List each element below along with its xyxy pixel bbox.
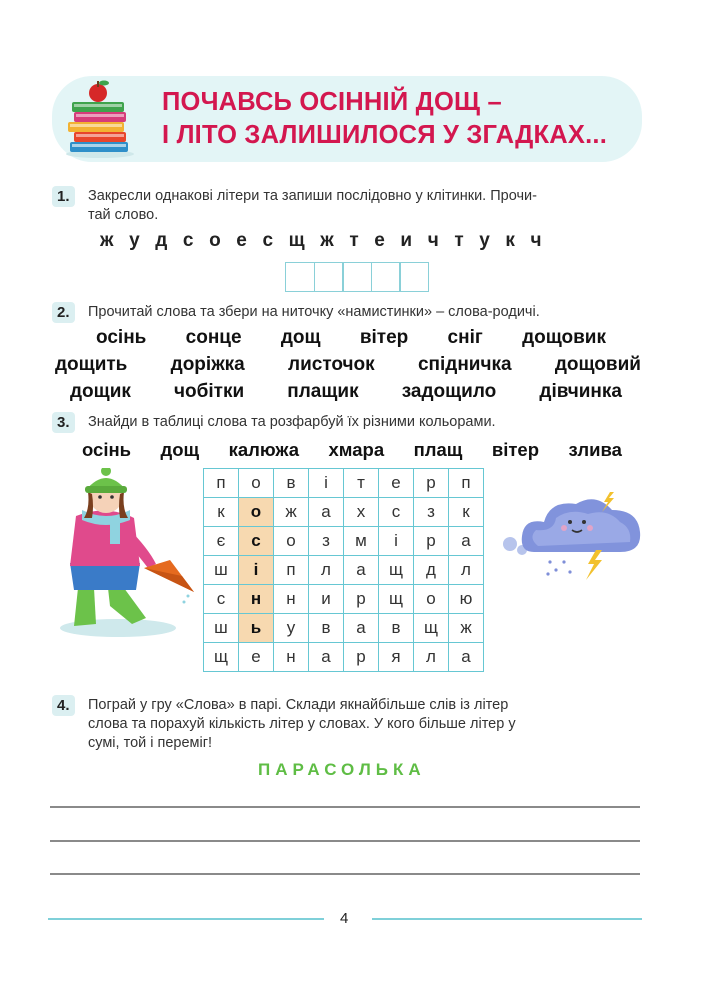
letter: е [236,230,248,251]
word: осінь [82,439,132,460]
task-2-instruction: Прочитай слова та збери на ниточку «намистинки» – слова-родичі. [88,304,540,320]
grid-cell[interactable]: е [379,469,414,498]
letter: т [454,230,465,251]
grid-cell[interactable]: щ [379,585,414,614]
word: дощ [280,327,321,348]
grid-cell[interactable]: п [274,556,309,585]
grid-cell[interactable]: х [344,498,379,527]
task-1-instruction: Закресли однакові літери та запиши послідовно у клітинки. Прочи- тай слово. [88,188,537,223]
grid-row [204,585,484,614]
grid-cell[interactable]: ж [449,614,484,643]
answer-cell[interactable] [371,262,401,292]
grid-cell[interactable]: ь [239,614,274,643]
task-4-instruction: Пограй у гру «Слова» в парі. Склади якнайбільше слів із літер слова та порахуй кількість літер у словах. У кого більше літер у сумі, той і переміг! [88,697,516,751]
word: хмара [328,439,385,460]
word: дівчинка [539,381,622,402]
word: дощ [160,439,200,460]
grid-cell[interactable]: ж [274,498,309,527]
grid-cell[interactable]: о [414,585,449,614]
grid-cell[interactable]: л [309,556,344,585]
grid-cell[interactable]: к [449,498,484,527]
letter: т [349,230,360,251]
answer-cell[interactable] [285,262,315,292]
grid-cell[interactable]: а [449,643,484,672]
word: злива [568,439,622,460]
grid-cell[interactable]: а [344,556,379,585]
letter: щ [288,230,306,251]
grid-cell[interactable]: п [449,469,484,498]
grid-cell[interactable]: щ [204,643,239,672]
grid-row [204,469,484,498]
grid-row [204,614,484,643]
grid-cell[interactable]: в [309,614,344,643]
letter: с [262,230,275,251]
word: дощить [55,354,128,375]
footer-line-left [48,918,324,920]
grid-row [204,556,484,585]
grid-cell[interactable]: а [449,527,484,556]
word: плащ [413,439,463,460]
grid-cell[interactable]: щ [379,556,414,585]
task-4-number: 4. [52,697,75,715]
word: вітер [359,327,409,348]
answer-line[interactable] [50,873,640,875]
word: калюжа [228,439,300,460]
grid-cell[interactable]: р [414,527,449,556]
word: вітер [491,439,539,460]
word: дощик [70,381,131,402]
word: дощовик [522,327,606,348]
grid-cell[interactable]: р [344,643,379,672]
game-word: ПАРАСОЛЬКА [258,760,426,779]
letter: ч [530,230,543,251]
grid-cell[interactable]: е [239,643,274,672]
answer-line[interactable] [50,840,640,842]
answer-cells [285,262,428,292]
letter-sequence [100,230,600,252]
grid-cell[interactable]: р [414,469,449,498]
grid-cell[interactable]: а [309,643,344,672]
rain-cloud-icon [498,488,648,588]
word: дощовий [554,354,641,375]
answer-line[interactable] [50,806,640,808]
answer-cell[interactable] [399,262,429,292]
footer-line-right [372,918,642,920]
grid-cell[interactable]: з [414,498,449,527]
answer-cell[interactable] [342,262,372,292]
grid-cell[interactable]: в [274,469,309,498]
grid-cell[interactable]: л [414,643,449,672]
grid-cell[interactable]: к [204,498,239,527]
task-2-number: 2. [52,304,75,322]
task-3-instruction: Знайди в таблиці слова та розфарбуй їх різними кольорами. [88,414,496,430]
letter: и [400,230,414,251]
answer-cell[interactable] [314,262,344,292]
grid-cell[interactable]: і [239,556,274,585]
task-3-number: 3. [52,414,75,432]
grid-cell[interactable]: в [379,614,414,643]
letter: у [129,230,141,251]
letter: ж [100,230,115,251]
letter: е [374,230,386,251]
word: задощило [401,381,497,402]
grid-cell[interactable]: с [239,527,274,556]
grid-cell[interactable]: о [274,527,309,556]
grid-cell[interactable]: с [204,585,239,614]
grid-cell[interactable]: у [274,614,309,643]
word-row [70,381,622,403]
grid-cell[interactable]: а [344,614,379,643]
grid-cell[interactable]: ш [204,614,239,643]
girl-with-umbrella-icon [48,468,198,640]
letter: к [505,230,516,251]
grid-cell[interactable]: л [449,556,484,585]
search-words [82,439,622,461]
page-number: 4 [340,910,349,927]
grid-row [204,643,484,672]
grid-cell[interactable]: ш [204,556,239,585]
grid-row [204,498,484,527]
task-1-number: 1. [52,188,75,206]
grid-cell[interactable]: н [239,585,274,614]
grid-cell[interactable]: р [344,585,379,614]
grid-cell[interactable]: с [379,498,414,527]
grid-cell[interactable]: з [309,527,344,556]
letter: ч [427,230,440,251]
letter: с [182,230,195,251]
word-row [55,354,641,376]
grid-cell[interactable]: п [204,469,239,498]
grid-cell[interactable]: я [379,643,414,672]
grid-cell[interactable]: о [239,469,274,498]
word: сонце [185,327,242,348]
grid-row [204,527,484,556]
books-with-apple-icon [60,78,140,160]
grid-cell[interactable]: д [414,556,449,585]
grid-cell[interactable]: т [344,469,379,498]
grid-cell[interactable]: є [204,527,239,556]
word-row [96,327,606,349]
word: плащик [287,381,359,402]
grid-cell[interactable]: н [274,643,309,672]
word-search-grid [203,468,484,672]
letter: д [155,230,169,251]
letter: о [209,230,222,251]
letter: у [479,230,491,251]
word: листочок [288,354,375,375]
word: сніг [447,327,483,348]
grid-cell[interactable]: ю [449,585,484,614]
word: спідничка [417,354,512,375]
page-title: ПОЧАВСЬ ОСІННІЙ ДОЩ – І ЛІТО ЗАЛИШИЛОСЯ У ЗГАДКАХ... [162,88,607,149]
word: доріжка [170,354,245,375]
word: чобітки [174,381,245,402]
grid-cell[interactable]: і [379,527,414,556]
grid-cell[interactable]: о [239,498,274,527]
grid-cell[interactable]: щ [414,614,449,643]
grid-cell[interactable]: і [309,469,344,498]
grid-cell[interactable]: н [274,585,309,614]
word: осінь [96,327,147,348]
letter: ж [320,230,335,251]
grid-cell[interactable]: и [309,585,344,614]
grid-cell[interactable]: а [309,498,344,527]
grid-cell[interactable]: м [344,527,379,556]
